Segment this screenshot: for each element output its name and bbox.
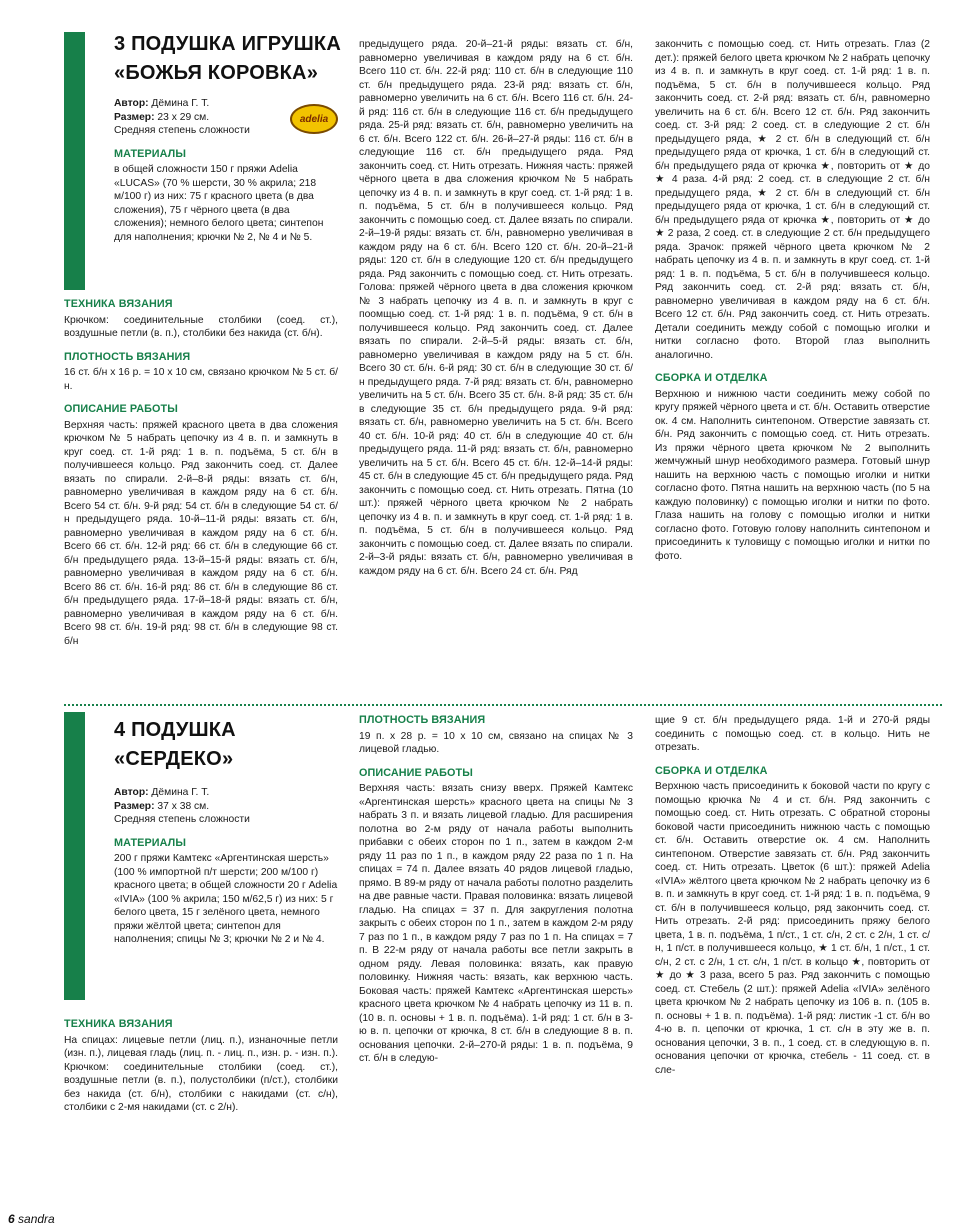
assembly-heading: СБОРКА И ОТДЕЛКА bbox=[655, 372, 768, 384]
materials-text: в общей сложности 150 г пряжи Adelia «LUCAS» (70 % шерсти, 30 % акрила; 218 м/100 г) из них: 75 г красного цвета (в два сложения), 75 г чёрного цвета (в два сложения); немного белого цвета; синтепон для наполнения; крючки № 2, № 4 и № 5. bbox=[114, 164, 324, 243]
difficulty: Средняя степень сложности bbox=[114, 125, 250, 136]
article-3-column-2 bbox=[359, 38, 633, 578]
article-4-column-2 bbox=[359, 714, 633, 1066]
article-3-title bbox=[114, 30, 341, 88]
magazine-brand: sandra bbox=[18, 1212, 55, 1226]
author-label: Автор: bbox=[114, 98, 149, 109]
density-heading: ПЛОТНОСТЬ ВЯЗАНИЯ bbox=[64, 350, 191, 363]
technique-text: На спицах: лицевые петли (лиц. п.), изнаночные петли (изн. п.), лицевая гладь (лиц. п. - лиц. п., изн. р. - изн. п.). Крючком: соединительные столбики (соед. ст.), воздушные петли (в. п.), полустолбики (п/ст.), столбики без накида (ст. б/н), столбики с накидами (ст. с/н), столбики с 2-мя накидами (ст. с 2/н). bbox=[64, 1034, 338, 1113]
technique-heading: ТЕХНИКА ВЯЗАНИЯ bbox=[64, 298, 173, 310]
author-label: Автор: bbox=[114, 787, 149, 798]
assembly-text: Верхнюю часть присоединить к боковой части по кругу с помощью крючка № 4 и ст. б/н. Ряд закончить с помощью соед. ст. Нить отрезать. С обратной стороны боковой части присоединить нижнюю часть с помощью ст. б/н. Оставить отверстие ок. 4 см. Наполнить синтепоном. Отверстие завязать ст. б/н. Ряд закончить соед. ст. Нить отрезать. Цветок (6 шт.): пряжей Adelia «IVIA» жёлтого цвета крючком № 2 набрать цепочку из 6 в. п. и замкнуть в круг соед. ст. 1-й ряд: 1 в. п. подъёма, 9 ст. б/н в получившееся кольцо, ряд закончить соед. ст. Нить отрезать. 2-й ряд: присоединить пряжу белого цвета, 1 в. п. подъёма, 1 п/ст., 1 ст. с/н, 2 ст. с 2/н, 1 ст. с/н, 1 п/ст. в получившееся кольцо, ★ 1 ст. б/н, 1 п/ст., 1 ст. с/н, 2 ст. с 2/н, 1 ст. с/н, 1 п/ст. в кольцо ★, повторить от ★ до ★ 3 раза, всего 5 раз. Ряд закончить с помощью соед. ст. Стебель (2 шт.): пряжей Adelia «IVIA» зелёного цвета крючком № 2 набрать цепочку из 106 в. п. (105 в. п. основы + 1 в. п. подъёма). 1-й ряд: листик -1 ст. б/н во 4-ю в. п. цепочки от крючка, 1 ст. с/н в эту же в. п. основания цепочки, 3 в. п., 1 соед. ст. в следующую в. п. основания цепочки от крючка, стебель - 11 соед. ст. в сле- bbox=[655, 781, 930, 1076]
size-label: Размер: bbox=[114, 800, 155, 812]
article-3-title-line2: «БОЖЬЯ КОРОВКА» bbox=[114, 62, 319, 84]
technique-heading: ТЕХНИКА ВЯЗАНИЯ bbox=[64, 1018, 173, 1030]
size-value: 37 x 38 см. bbox=[157, 800, 210, 812]
article-4-column-1 bbox=[64, 1018, 338, 1115]
assembly-text: Верхнюю и нижнюю части соединить межу собой по кругу пряжей чёрного цвета и ст. б/н. Оставить отверстие ок. 4 см. Наполнить синтепоном. Отверстие завязать ст. б/н. Ряд закончить с помощью соед. ст. Нить отрезать. Из пряжи чёрного цвета крючком № 2 выполнить жемчужный шнур необходимого размера. Готовый шнур нашить на верхнюю часть с помощью иголки и нитки согласно фото. Пятна нашить на верхнюю часть (по 5 на каждую половинку) с помощью иголки и нитки по фото. Глаза нашить на голову с помощью иголки и нитки согласно фото. Готовую голову наполнить синтепоном и присоединить к туловищу с помощью иголки и нитки по фото. bbox=[655, 388, 930, 562]
size-label: Размер: bbox=[114, 111, 155, 123]
article-4-column-3 bbox=[655, 714, 930, 1077]
author-line bbox=[114, 97, 338, 111]
description-text: Верхняя часть: вязать снизу вверх. Пряжей Камтекс «Аргентинская шерсть» красного цвета на спицы № 3 набрать 3 п. и вязать лицевой гладью. Для расширения полотна во 2-м ряду от начала работы выполнить прибавки с обеих сторон по 1 п., затем в каждом 2-м ряду 11 раз по 1 п., в каждом ряду 22 раза по 1 п. На спицах = 74 п. Далее вязать 40 рядов лицевой гладью, прямо. В 89-м ряду от начала работы полотно разделить на две равные части. Правая половинка: вязать лицевой гладью. На спицах = 37 п. Для закругления полотна закрыть с обеих сторон по 1 п., затем в каждом 2-м ряду 7 раз по 1 п., в каждом ряду 7 раз по 1 п. На спицах = 7 п. В 22-м ряду от начала работы все петли закрыть в одном ряду. Левая половинка: вязать, как правую половинку. Нижняя часть: вязать, как верхнюю часть. Боковая часть: пряжей Камтекс «Аргентинская шерсть» красного цвета крючком № 4 набрать цепочку из 11 в. п. (10 в. п. основы + 1 в. п. подъёма). 1-й ряд: 1 ст. б/н в 3-ю в. п. цепочки от крючка, 8 ст. б/н в следующие 8 в. п. основания цепочки. 2-й–270-й ряды: 1 в. п. подъёма, 9 ст. б/н в следую- bbox=[359, 783, 633, 1064]
size-line bbox=[114, 800, 338, 814]
size-line bbox=[114, 111, 338, 125]
section-divider bbox=[64, 704, 942, 706]
article-4-title bbox=[114, 716, 236, 774]
author-line bbox=[114, 786, 338, 800]
article-3-column-1 bbox=[64, 298, 338, 648]
difficulty: Средняя степень сложности bbox=[114, 814, 250, 825]
materials-heading: МАТЕРИАЛЫ bbox=[114, 836, 186, 849]
size-value: 23 x 29 см. bbox=[157, 111, 210, 123]
logo-text: adelia bbox=[299, 113, 329, 125]
article-3-column-3 bbox=[655, 38, 930, 563]
materials-text: 200 г пряжи Камтекс «Аргентинская шерсть» (100 % импортной п/т шерсти; 200 м/100 г) красного цвета; в общей сложности 20 г Adelia «IVIA» (100 % акрила; 150 м/62,5 г) из них: 5 г белого цвета, 15 г зелёного цвета, немного пряжи жёлтой цвета; синтепон для наполнения; спицы № 3; крючки № 2 и № 4. bbox=[114, 853, 338, 945]
accent-bar-article-3 bbox=[64, 32, 85, 290]
accent-bar-article-4 bbox=[64, 712, 85, 1000]
density-text: 16 ст. б/н х 16 р. = 10 х 10 см, связано крючком № 5 ст. б/н. bbox=[64, 367, 338, 392]
description-continued: закончить с помощью соед. ст. Нить отрезать. Глаз (2 дет.): пряжей белого цвета крючком № 2 набрать цепочку из 4 в. п. и замкнуть в круг соед. ст. 1-й ряд: 1 в. п. подъёма, 5 ст. б/н в получившееся кольцо. Ряд закончить соед. ст. 2-й ряд: вязать ст. б/н, равномерно увеличить на 6 ст. б/н. Всего 12 ст. б/н. Ряд закончить соед. ст. 3-й ряд: 2 соед. ст. в следующие 2 ст. б/н предыдущего ряда, ★ 2 ст. б/н в следующий ст. б/н предыдущего ряда от крючка, 1 ст. б/н в следующий ст. б/н предыдущего ряда от крючка ★, повторить от ★ до ★ 4 раза. 4-й ряд: 2 соед. ст. в следующие 2 ст. б/н предыдущего ряда, ★ 2 ст. б/н в следующий ст. б/н предыдущего ряда от крючка, 1 ст. б/н в следующий ст. б/н предыдущего ряда от крючка ★, повторить от ★ до ★ 2 раза, 2 соед. ст. в следующие 2 ст. б/н предыдущего ряда. Зрачок: пряжей чёрного цвета крючком № 2 набрать цепочку из 4 в. п. и замкнуть в круг соед. ст. 1-й ряд: 1 в. п. подъёма, 5 ст. б/н в получившееся кольцо. Ряд закончить соед. ст. 2-й ряд: вязать ст. б/н, равномерно увеличивая в каждом ряду на 6 ст. б/н. Всего 12 ст. б/н. Ряд закончить соед. ст. Нить отрезать. Детали соединить между собой с помощью иголки и нитки согласно фото. Второй глаз выполнить аналогично. bbox=[655, 39, 930, 361]
density-text: 19 п. х 28 р. = 10 х 10 см, связано на спицах № 3 лицевой гладью. bbox=[359, 730, 633, 755]
article-4-meta bbox=[114, 786, 338, 947]
description-heading: ОПИСАНИЕ РАБОТЫ bbox=[64, 403, 178, 415]
article-4-title-line2: «СЕРДЕКО» bbox=[114, 748, 234, 770]
article-4-title-line1: 4 ПОДУШКА bbox=[114, 719, 236, 741]
density-heading: ПЛОТНОСТЬ ВЯЗАНИЯ bbox=[359, 714, 486, 726]
description-text: Верхняя часть: пряжей красного цвета в два сложения крючком № 5 набрать цепочку из 4 в. п. и замкнуть в круг соед. ст. 1-й ряд: 1 в. п. подъёма, 5 ст. б/н в получившееся кольцо. Ряд закончить соед. ст. Далее вязать по спирали. 2-й–8-й ряды: вязать ст. б/н, равномерно увеличивая в каждом ряду на 6 ст. б/н. Всего 54 ст. б/н. 9-й ряд: 54 ст. б/н в следующие 54 ст. б/н предыдущего ряда. 10-й–11-й ряды: вязать ст. б/н, равномерно увеличивая в каждом ряду на 6 ст. б/н. Всего 66 ст. б/н. 12-й ряд: 66 ст. б/н в следующие 66 ст. б/н предыдущего ряда. 13-й–15-й ряды: вязать ст. б/н, равномерно увеличивая в каждом ряду на 6 ст. б/н. Всего 86 ст. б/н. 16-й ряд: 86 ст. б/н в следующие 86 ст. б/н предыдущего ряда. 17-й–18-й ряды: вязать ст. б/н, равномерно увеличивая в каждом ряду на 6 ст. б/н. Всего 98 ст. б/н. 19-й ряд: 98 ст. б/н в следующие 98 ст. б/н bbox=[64, 419, 338, 647]
description-heading: ОПИСАНИЕ РАБОТЫ bbox=[359, 766, 473, 779]
author-value: Дёмина Г. Т. bbox=[151, 98, 210, 109]
article-3-title-line1: 3 ПОДУШКА ИГРУШКА bbox=[114, 33, 341, 55]
assembly-heading: СБОРКА И ОТДЕЛКА bbox=[655, 764, 768, 777]
technique-text: Крючком: соединительные столбики (соед. ст.), воздушные петли (в. п.), столбики без накида (ст. б/н). bbox=[64, 314, 338, 339]
page-number: 6 bbox=[8, 1212, 15, 1226]
description-continued: предыдущего ряда. 20-й–21-й ряды: вязать ст. б/н, равномерно увеличивая в каждом ряду на 6 ст. б/н. Всего 110 ст. б/н. 22-й ряд: 110 ст. б/н в следующие 110 ст. б/н предыдущего ряда. 23-й ряд: вязать ст. б/н, равномерно увеличить на 6 ст. б/н. Всего 116 ст. б/н. 24-й ряд: 116 ст. б/н в следующие 116 ст. б/н предыдущего ряда. 25-й ряд: вязать ст. б/н, равномерно увеличить на 6 ст. б/н. Всего 122 ст. б/н. 26-й–27-й ряды: 116 ст. б/н в следующие 116 ст. б/н предыдущего ряда. Ряд закончить соед. ст. Нить отрезать. Нижняя часть: пряжей чёрного цвета в два сложения крючком № 5 набрать цепочку из 4 в. п. и замкнуть в круг соед. ст. 1-й ряд: 1 в. п. подъёма, 5 ст. б/н в получившееся кольцо. Ряд закончить с помощью соед. ст. Далее вязать по спирали. 2-й–19-й ряды: вязать ст. б/н, равномерно увеличивая в каждом ряду на 6 ст. б/н. Всего 120 ст. б/н. 20-й–21-й ряды: 120 ст. б/н в следующие 120 ст. б/н предыдущего ряда. Ряд закончить с помощью соед. ст. Нить отрезать. Голова: пряжей чёрного цвета в два сложения крючком № 3 набрать цепочку из 4 в. п. и замкнуть в круг с поомщью соед. ст. 1-й ряд: 1 в. п. подъёма, 9 ст. б/н в получившееся кольцо. Ряд закончить соед. ст. Далее вязать по спирали. 2-й–5-й ряды: вязать ст. б/н, равномерно увеличивая в каждом ряду на 5 ст. б/н. Всего 30 ст. б/н. 6-й ряд: 30 ст. б/н в следующие 30 ст. б/н предыдущего ряда. 7-й ряд: вязать ст. б/н, равномерно увеличить на 5 ст. б/н. Всего 35 ст. б/н. 8-й ряд: 35 ст. б/н в следующие 35 ст. б/н предыдущего ряда. 9-й ряд: вязать ст. б/н, равномерно увеличить на 5 ст. б/н. Всего 40 ст. б/н. 10-й ряд: 40 ст. б/н в следующие 40 ст. б/н предыдущего ряда. 11-й ряд: вязать ст. б/н, равномерно увеличить на 5 ст. б/н. Всего 45 ст. б/н. 12-й–14-й ряды: 45 ст. б/н в следующие 45 ст. б/н предыдущего ряда. Ряд закончить с помощью соед. ст. Нить отрезать. Пятна (10 шт.): пряжей чёрного цвета крючком № 2 набрать цепочку из 4 в. п. и замкнуть в круг соед. ст. 1-й ряд: 1 в. п. подъёма, 5 ст. б/н в получившееся кольцо. Ряд закончить с помощью соед. ст. Далее вязать по спирали. 2-й–3-й ряды: вязать ст. б/н, равномерно увеличивая в каждом ряду на 6 ст. б/н. Всего 24 ст. б/н. Ряд bbox=[359, 39, 633, 577]
description-continued: щие 9 ст. б/н предыдущего ряда. 1-й и 270-й ряды соединить с помощью соед. ст. в кольцо. Нить не отрезать. bbox=[655, 715, 930, 753]
materials-heading: МАТЕРИАЛЫ bbox=[114, 147, 186, 160]
author-value: Дёмина Г. Т. bbox=[151, 787, 210, 798]
article-3-meta bbox=[114, 97, 338, 244]
page-footer bbox=[8, 1212, 55, 1226]
